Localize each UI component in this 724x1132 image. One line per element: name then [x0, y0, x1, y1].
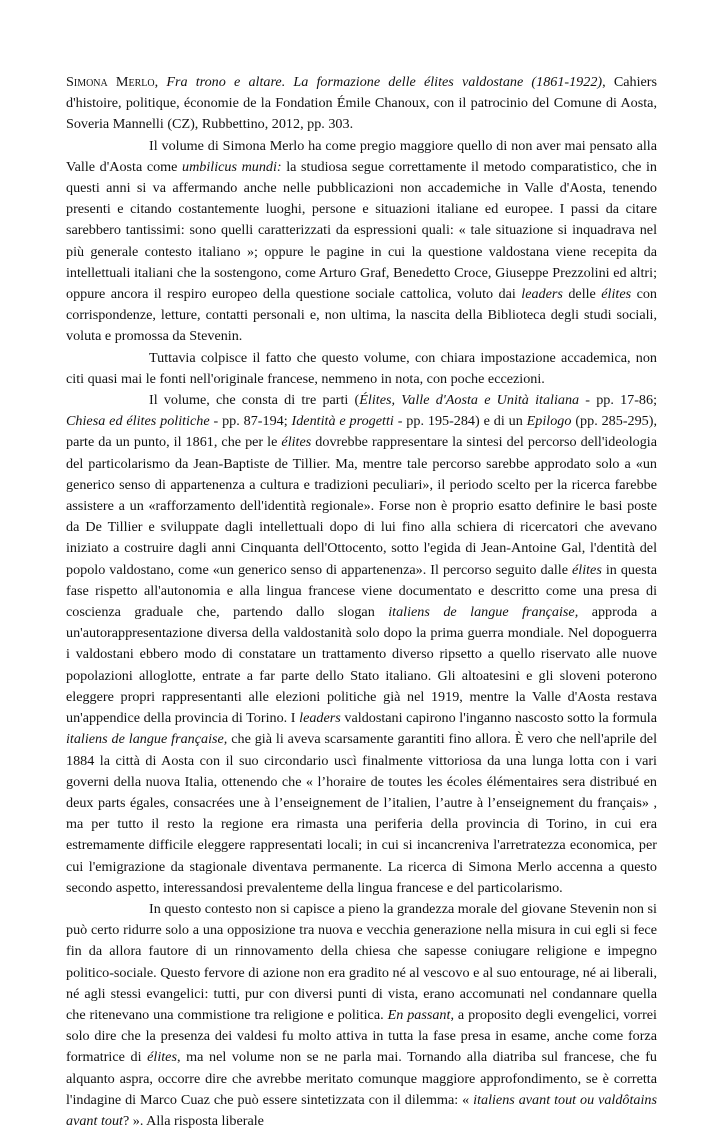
italic-run: leaders	[299, 710, 341, 727]
review-publication-details: , Cahiers d'histoire, politique, économie de la Fondation Émile Chanoux, con il patrocinio del Comune di Aosta, Soveria Mannelli (CZ), Rubbettino, 2012, pp. 303.	[66, 74, 658, 133]
review-author: Simona Merlo	[66, 74, 155, 90]
text-run: - pp. 17-86;	[579, 392, 657, 409]
italic-run: leaders	[521, 286, 563, 303]
text-run: - pp. 87-194;	[209, 413, 292, 430]
italic-run: Chiesa ed élites politiche	[66, 413, 210, 430]
italic-run: élites	[601, 286, 632, 303]
paragraph-1	[66, 136, 657, 348]
text-run: Il volume di Simona Merlo ha come pregio maggiore quello di non aver mai pensato alla Valle d'Aosta come	[66, 137, 657, 175]
text-run: approda a un'autorappresentazione diversa della valdostanità solo dopo la prima guerra mondiale. Nel dopoguerra i valdostani ebbero modo di constatare un trattamento diverso ripsetto a quello riservato alle nuove popolazioni alloglotte, entrate a far parte dello Stato italiano. Gli altoatesini e gli sloveni poterono eleggere propri rappresentanti alle elezioni politiche già nel 1919, mentre la Valle d'Aosta restava un'appendice della provincia di Torino. I	[66, 604, 657, 727]
paragraph-3	[66, 390, 657, 899]
text-run: in questa fase rispetto all'autonomia e alla lingua francese viene documentato e descritto come una presa di coscienza graduale che, partendo dallo slogan	[66, 561, 657, 621]
text-run: delle	[562, 286, 602, 303]
review-book-title: Fra trono e altare. La formazione delle élites valdostane (1861-1922)	[166, 74, 603, 90]
text-run: dovrebbe rappresentare la sintesi del percorso dell'ideologia del particolarismo da Jean-Baptiste de Tillier. Ma, mentre tale percorso sarebbe approdato solo a «un generico senso di appartenenza a cultura e tradizioni peculiari», il periodo scelto per la ricerca farebbe assistere a un «rafforzamento dell'identità regionale». Forse non è proprio esatto definire le basi poste da De Tillier e sviluppate dagli intellettuali dopo di lui fino alla schiera di ricercatori che avevano iniziato a costruire dagli anni Cinquanta dell'Ottocento, sotto l'egida di Jean-Antoine Gal, l'dentità del popolo valdostano, come «un generico senso di appartenenza». Il percorso seguito dalle	[66, 434, 657, 578]
text-run: Il volume, che consta di tre parti (	[149, 392, 360, 409]
text-run: con corrispondenze, letture, contatti personali e, non ultima, la nascita della Biblioteca degli studi sociali, voluta e promossa da Stevenin.	[66, 286, 657, 345]
text-run: valdostani capirono l'inganno nascosto sotto la formula	[340, 710, 657, 727]
document-page	[66, 72, 657, 1132]
italic-run: élites	[281, 434, 312, 451]
text-run: ? ». Alla risposta liberale	[122, 1112, 264, 1129]
text-run: (pp. 285-295), parte da un punto, il 1861, che per le	[66, 413, 657, 451]
italic-run: italiens de langue française,	[388, 604, 579, 621]
italic-run: En passant	[387, 1006, 451, 1023]
paragraph-4	[66, 899, 657, 1132]
italic-run: élites	[147, 1049, 177, 1066]
italic-run: élites	[572, 561, 602, 578]
italic-run: Élites, Valle d'Aosta e Unità italiana	[359, 392, 580, 409]
italic-run: italiens de langue française,	[66, 731, 228, 748]
italic-run: italiens avant tout ou valdôtains avant tout	[66, 1091, 658, 1129]
paragraph-2: Tuttavia colpisce il fatto che questo volume, con chiara impostazione accademica, non citi quasi mai le fonti nell'originale francese, nemmeno in nota, con poche eccezioni.	[66, 349, 657, 387]
text-run: - pp. 195-284) e di un	[393, 413, 527, 430]
italic-run: Identità e progetti	[291, 413, 394, 430]
text-run: che già li aveva scarsamente garantiti fino allora. È vero che nell'aprile del 1884 la città di Aosta con il suo circondario uscì finalmente vittoriosa da una lunga lotta con i vari governi della nuova Italia, ottenendo che « l’horaire de toutes les écoles élémentaires sera distribué en deux parts égales, consacrées une à l’enseignement de l’italien, l’autre à l’enseignement du français» , ma per tutto il resto la regione era rimasta una periferia della provincia di Torino, in cui era estremamente difficile eleggere rappresentati locali; in cui si incancreniva l'arretratezza economica, per cui l'emigrazione da stagionale diventava permanente. La ricerca di Simona Merlo accenna a questo secondo aspetto, interessandosi prevalenteme della lingua francese e del particolarismo.	[66, 731, 657, 896]
italic-run: Epilogo	[526, 413, 572, 430]
review-header: Simona Merlo, Fra trono e altare. La formazione delle élites valdostane (1861-1922), Cahiers d'histoire, politique, économie de la Fondation Émile Chanoux, con il patrocinio del Comune di Aosta, Soveria Mannelli (CZ), Rubbettino, 2012, pp. 303.	[66, 74, 658, 133]
text-run: , ma nel volume non se ne parla mai. Tornando alla diatriba sul francese, che fu alquanto aspra, occorre dire che avrebbe meritato comunque maggiore approfondimento, se è corretta l'indagine di Marco Cuaz che può essere sintetizzata con il dilemma: «	[66, 1049, 657, 1108]
italic-run: umbilicus mundi:	[182, 158, 282, 175]
text-run: la studiosa segue correttamente il metodo comparatistico, che in questi anni si va affermando anche nelle pubblicazioni non accademiche in Valle d'Aosta, tenendo presenti e citando costantemente luoghi, persone e situazioni italiane ed europee. I passi da citare sarebbero tantissimi: sono quelli caratterizzati da espressioni quali: « tale situazione si inquadrava nel più generale contesto italiano »; oppure le pagine in cui la questione valdostana viene recepita da intellettuali italiani che la sostengono, come Arturo Graf, Benedetto Croce, Giuseppe Prezzolini ed altri; oppure ancora il respiro europeo della questione sociale cattolica, voluto dai	[66, 158, 657, 303]
text-run: In questo contesto non si capisce a pieno la grandezza morale del giovane Stevenin non si può certo ridurre solo a una opposizione tra nuova e vecchia generazione nella misura in cui egli si fece fin da allora fautore di un rinnovamento della chiesa che sapesse coniugare religione e impegno politico-sociale. Questo fervore di azione non era gradito né al vescovo e al suo entourage, né ai liberali, né agli stessi evangelici: tutti, pur con diversi punti di vista, erano accomunati nel condannare quella che ritenevano una commistione tra religione e politica.	[66, 900, 657, 1023]
text-run: , a proposito degli evengelici, vorrei solo dire che la presenza dei valdesi fu molto attiva in tutta la fase presa in esame, anche come forza formatrice di	[66, 1006, 657, 1066]
